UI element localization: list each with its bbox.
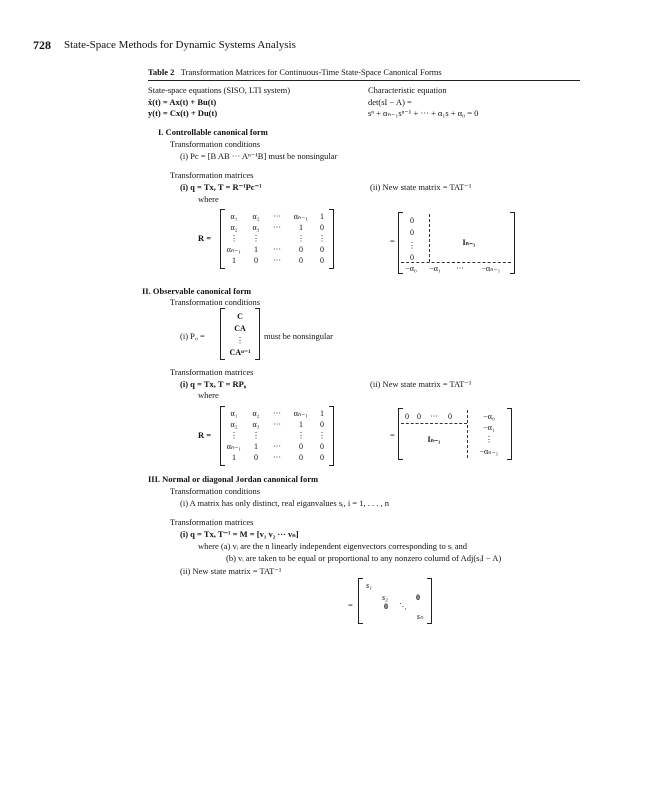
table-label: Table 2 xyxy=(148,67,175,77)
section-2-eq-sign: = xyxy=(390,430,395,440)
R1-cell: ⋮ xyxy=(318,234,326,243)
R2-cell: ⋮ xyxy=(252,431,260,440)
bracket-corner xyxy=(510,273,514,274)
R1-cell: 1 xyxy=(320,212,324,221)
R2-cell: ⋮ xyxy=(318,431,326,440)
section-2-transform: (i) q = Tx, T = RP₀ xyxy=(180,379,247,389)
R2-cell: ··· xyxy=(273,409,281,418)
col2-head: Characteristic equation xyxy=(368,85,447,95)
A1-partition-h xyxy=(401,262,511,263)
R1-cell: αₙ₋₁ xyxy=(293,212,309,221)
section-1-R-matrix xyxy=(220,209,334,269)
section-1-R-label: R = xyxy=(198,233,212,243)
section-1-cond-head: Transformation conditions xyxy=(170,139,261,149)
section-3-where-a: where (a) vᵢ are the n linearly independent eigenvectors corresponding to sᵢ and xyxy=(198,541,468,551)
section-2-title: II. Observable canonical form xyxy=(142,286,252,296)
bracket-corner xyxy=(329,406,333,407)
bracket-corner xyxy=(507,408,511,409)
A2-top-0: 0 xyxy=(405,412,409,421)
R1-cell: ··· xyxy=(273,245,281,254)
A1-col-3: 0 xyxy=(410,253,414,262)
R1-cell: ··· xyxy=(273,212,281,221)
section-1-A-matrix xyxy=(398,212,515,274)
D-sn: sₙ xyxy=(416,612,424,621)
R1-cell: αₙ₋₁ xyxy=(226,245,242,254)
section-1-transform: (i) q = Tx, T = R⁻¹Pc⁻¹ xyxy=(180,182,262,192)
A1-col-1: 0 xyxy=(410,228,414,237)
A1-partition-v xyxy=(429,214,430,262)
table-caption-text: Transformation Matrices for Continuous-Time State-Space Canonical Forms xyxy=(180,67,442,77)
D-ddots: ⋱ xyxy=(399,602,407,611)
section-2-p0-label: (i) P₀ = xyxy=(180,331,205,341)
table-top-rule xyxy=(148,80,580,81)
R1-cell: ⋮ xyxy=(297,234,305,243)
A2-col-0: −α₀ xyxy=(483,412,495,421)
page-number: 728 xyxy=(33,38,51,52)
R2-cell: 0 xyxy=(320,453,324,462)
bracket-corner xyxy=(427,578,431,579)
D-s2: s₂ xyxy=(382,593,388,602)
R2-cell: αₙ₋₁ xyxy=(293,409,309,418)
R1-cell: ⋮ xyxy=(252,234,260,243)
section-3-diag-matrix xyxy=(358,578,432,624)
R2-cell: 0 xyxy=(254,453,258,462)
char-eq-lhs: det(sI − A) = xyxy=(368,97,412,107)
section-1-new-state: (ii) New state matrix = TAT⁻¹ xyxy=(370,182,472,192)
P0-row-2: ⋮ xyxy=(236,336,244,345)
D-zero-upper: 0 xyxy=(416,593,420,602)
R1-cell: 0 xyxy=(320,256,324,265)
R1-cell: 1 xyxy=(254,245,258,254)
section-3-title: III. Normal or diagonal Jordan canonical form xyxy=(148,474,319,484)
A1-col-0: 0 xyxy=(410,216,414,225)
section-2-R-matrix xyxy=(220,406,334,466)
A2-partition-v xyxy=(467,410,468,458)
section-3-transform: (i) q = Tx, T⁻¹ = M = [v₁ v₂ ··· vₙ] xyxy=(180,529,299,539)
bracket-corner xyxy=(255,308,259,309)
A1-col-2: ⋮ xyxy=(408,241,416,250)
R2-cell: 0 xyxy=(320,420,324,429)
bracket-corner xyxy=(427,623,431,624)
table-caption xyxy=(148,67,442,77)
R2-cell: α₂ xyxy=(252,409,260,418)
section-2-mat-head: Transformation matrices xyxy=(170,367,254,377)
bracket-corner xyxy=(329,268,333,269)
section-2-nonsingular: must be nonsingular xyxy=(264,331,333,341)
section-3-cond: (i) A matrix has only distinct, real eiganvalues sᵢ, i = 1, . . . , n xyxy=(180,498,389,508)
P0-row-3: CAⁿ⁻¹ xyxy=(229,348,251,357)
section-1-mat-head: Transformation matrices xyxy=(170,170,254,180)
R2-cell: α₁ xyxy=(230,409,238,418)
section-1-where: where xyxy=(198,194,219,204)
A1-identity: Iₙ₋₁ xyxy=(462,238,476,247)
section-2-R-label: R = xyxy=(198,430,212,440)
running-title: State-Space Methods for Dynamic Systems Analysis xyxy=(64,39,296,51)
A1-last-1: −α₁ xyxy=(429,264,441,273)
section-1-title: I. Controllable canonical form xyxy=(158,127,268,137)
bracket-corner xyxy=(507,459,511,460)
A2-identity: Iₙ₋₁ xyxy=(427,435,441,444)
R1-cell: ⋮ xyxy=(230,234,238,243)
R1-cell: 1 xyxy=(299,223,303,232)
R2-cell: α₂ xyxy=(230,420,238,429)
R1-cell: 0 xyxy=(254,256,258,265)
R1-cell: ··· xyxy=(273,223,281,232)
section-3-mat-head: Transformation matrices xyxy=(170,517,254,527)
R1-cell: α₂ xyxy=(252,212,260,221)
R2-cell: αₙ₋₁ xyxy=(226,442,242,451)
A1-last-3: −αₙ₋₁ xyxy=(481,264,501,273)
A2-col-3: −αₙ₋₁ xyxy=(479,447,499,456)
A2-top-3: 0 xyxy=(448,412,452,421)
R2-cell: 1 xyxy=(320,409,324,418)
R2-cell: 1 xyxy=(254,442,258,451)
R1-cell: 0 xyxy=(320,245,324,254)
section-1-cond: (i) Pc = [B AB ··· Aⁿ⁻¹B] must be nonsingular xyxy=(180,151,338,161)
R1-cell: ··· xyxy=(273,256,281,265)
A2-col-2: ⋮ xyxy=(485,435,493,444)
D-zero-lower: 0 xyxy=(384,602,388,611)
R2-cell: 1 xyxy=(232,453,236,462)
A2-col-1: −α₁ xyxy=(483,423,495,432)
R2-cell: α₃ xyxy=(252,420,260,429)
A2-top-1: 0 xyxy=(417,412,421,421)
bracket-corner xyxy=(329,465,333,466)
bracket-corner xyxy=(329,209,333,210)
R2-cell: 1 xyxy=(299,420,303,429)
section-3-where-b: (b) vᵢ are taken to be equal or proportional to any nonzero columd of Adj(sᵢI − A) xyxy=(226,553,502,563)
R2-cell: 0 xyxy=(320,442,324,451)
A2-top-2: ··· xyxy=(430,412,438,421)
section-3-cond-head: Transformation conditions xyxy=(170,486,261,496)
R1-cell: 0 xyxy=(320,223,324,232)
A2-partition-h xyxy=(401,423,467,424)
P0-row-1: CA xyxy=(234,324,246,333)
R2-cell: 0 xyxy=(299,442,303,451)
section-3-new-state: (ii) New state matrix = TAT⁻¹ xyxy=(180,566,282,576)
section-3-eq-sign: = xyxy=(348,600,353,610)
R2-cell: ⋮ xyxy=(297,431,305,440)
state-equation: ẋ(t) = Ax(t) + Bu(t) xyxy=(148,97,217,107)
section-2-P0-matrix xyxy=(220,308,260,360)
R2-cell: ··· xyxy=(273,420,281,429)
R1-cell: α₂ xyxy=(230,223,238,232)
char-eq-rhs: sⁿ + αₙ₋₁sⁿ⁻¹ + ··· + α₁s + α₀ = 0 xyxy=(368,108,479,118)
section-2-cond-head: Transformation conditions xyxy=(170,297,261,307)
D-s1: s₁ xyxy=(366,581,372,590)
output-equation: y(t) = Cx(t) + Du(t) xyxy=(148,108,218,118)
P0-row-0: C xyxy=(237,312,243,321)
bracket-corner xyxy=(255,359,259,360)
R1-cell: 0 xyxy=(299,256,303,265)
R1-cell: 0 xyxy=(299,245,303,254)
section-1-eq-sign: = xyxy=(390,236,395,246)
R1-cell: α₃ xyxy=(252,223,260,232)
A1-last-2: ··· xyxy=(456,264,464,273)
R2-cell: ··· xyxy=(273,453,281,462)
A1-last-0: −α₀ xyxy=(405,264,417,273)
R1-cell: 1 xyxy=(232,256,236,265)
bracket-corner xyxy=(510,212,514,213)
col1-head: State-space equations (SISO, LTI system) xyxy=(148,85,291,95)
R1-cell: α₁ xyxy=(230,212,238,221)
R2-cell: ··· xyxy=(273,442,281,451)
section-2-A-matrix xyxy=(398,408,512,460)
R2-cell: ⋮ xyxy=(230,431,238,440)
section-2-where: where xyxy=(198,390,219,400)
R2-cell: 0 xyxy=(299,453,303,462)
section-2-new-state: (ii) New state matrix = TAT⁻¹ xyxy=(370,379,472,389)
